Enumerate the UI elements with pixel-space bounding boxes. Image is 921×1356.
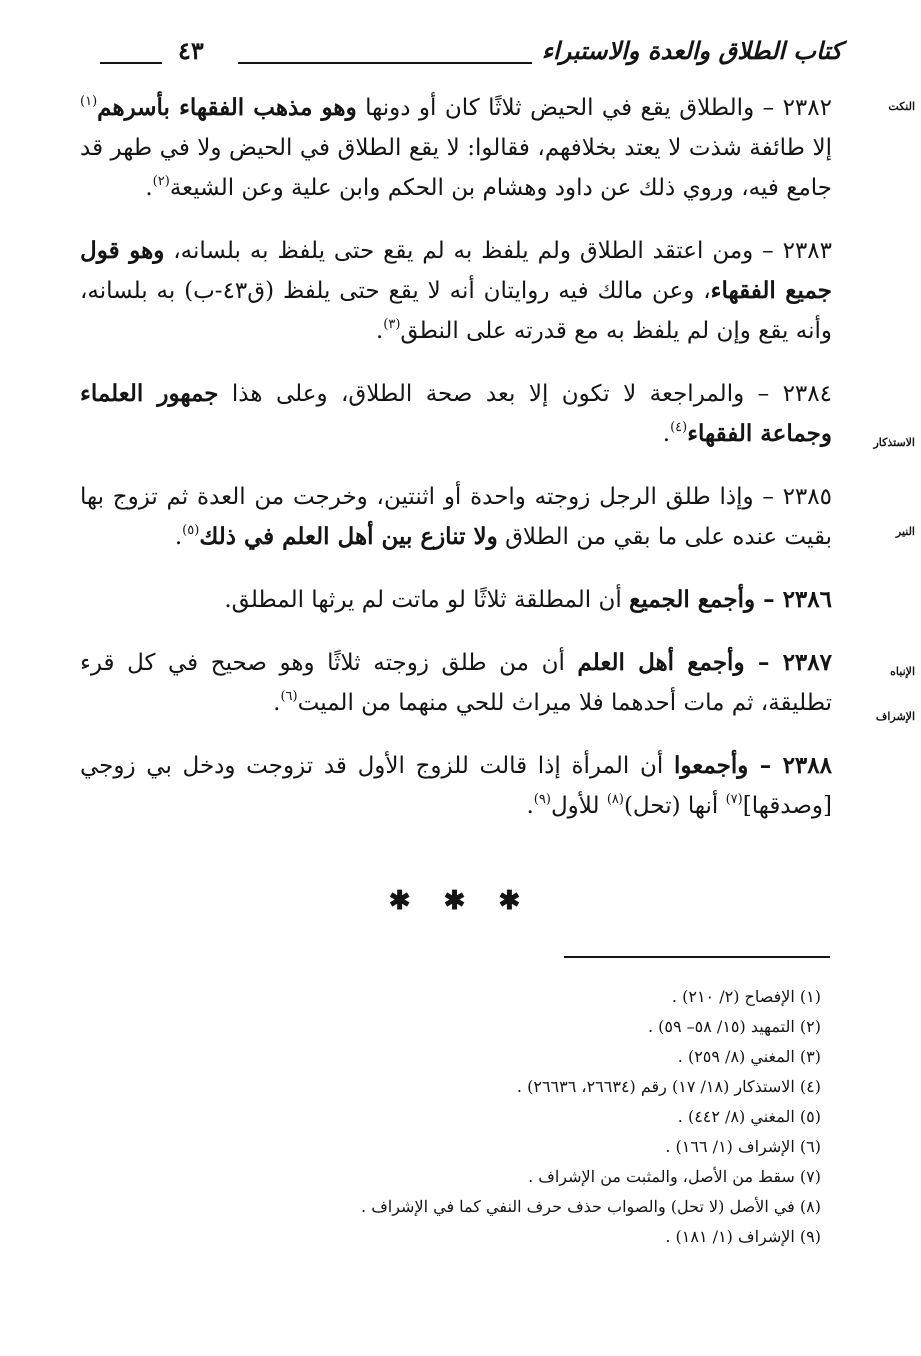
text-segment: إلا طائفة شذت لا يعتد بخلافهم، فقالوا: لا يقع الطلاق في الحيض ولا في طهر قد جامع فيه، وروي ذلك عن داود وهشام بن الحكم وابن علية وعن الشيعة	[80, 135, 832, 201]
margin-note-inbah: الإنباه	[890, 665, 915, 678]
margin-note-ishraf: الإشراف	[875, 710, 915, 723]
footnote-1: (١) الإفصاح (٢/ ٢١٠) .	[671, 987, 821, 1006]
footnote-ref: (٨)	[606, 792, 624, 807]
text-segment: .	[662, 421, 671, 447]
footnote-7: (٧) سقط من الأصل، والمثبت من الإشراف .	[528, 1167, 821, 1186]
text-segment: ٢٣٨٣ – ومن اعتقد الطلاق ولم يلفظ به لم يقع حتى يلفظ به بلسانه،	[164, 238, 833, 264]
text-segment: .	[526, 793, 534, 819]
emphasis-text: ٢٣٨٦ – وأجمع الجميع	[629, 586, 832, 613]
emphasis-text: وهو مذهب الفقهاء بأسرهم	[97, 94, 357, 121]
text-segment: أن المطلقة ثلاثًا لو ماتت لم يرثها المطلق.	[224, 587, 630, 613]
text-segment: .	[145, 175, 153, 201]
text-segment: .	[273, 690, 281, 716]
text-segment: ٢٣٨٥ – وإذا طلق الرجل زوجته واحدة أو اثنتين، وخرجت من العدة ثم تزوج بها بقيت عنده على ما بقي من الطلاق	[80, 484, 832, 550]
footnote-4: (٤) الاستذكار (١٨/ ١٧) رقم (٢٦٦٣٤، ٢٦٦٣٦) .	[516, 1077, 821, 1096]
paragraph-2382	[80, 88, 832, 208]
footnote-2: (٢) التمهيد (١٥/ ٥٨– ٥٩) .	[647, 1017, 821, 1036]
footnote-ref: (٥)	[182, 523, 200, 538]
emphasis-text: ٢٣٨٧ – وأجمع أهل العلم	[577, 649, 832, 676]
text-segment: أنها (تحل)	[623, 793, 726, 819]
emphasis-text: ٢٣٨٨ – وأجمعوا	[673, 752, 832, 779]
text-segment: أن المرأة إذا قالت للزوج الأول قد تزوجت ودخل بي زوجي [وصدقها]	[80, 753, 832, 819]
footnote-ref: (١)	[80, 94, 98, 109]
footnote-ref: (٤)	[670, 420, 688, 435]
paragraph-2387	[80, 643, 832, 723]
text-segment: ٢٣٨٢ – والطلاق يقع في الحيض ثلاثًا كان أو دونها	[356, 95, 832, 121]
text-segment: .	[174, 524, 183, 550]
footnote-ref: (٢)	[152, 174, 170, 189]
text-segment: للأول	[550, 793, 607, 819]
book-title: كتاب الطلاق والعدة والاستبراء	[541, 36, 842, 65]
text-segment: ، وعن مالك فيه روايتان أنه لا يقع حتى يلفظ (ق٤٣-ب) به بلسانه، وأنه يقع وإن لم يلفظ به مع قدرته على النطق	[80, 278, 832, 344]
footnote-8: (٨) في الأصل (لا تحل) والصواب حذف حرف النفي كما في الإشراف .	[361, 1197, 821, 1216]
paragraph-2383	[80, 231, 832, 351]
page-number: ٤٣	[178, 36, 204, 65]
footnote-9: (٩) الإشراف (١/ ١٨١) .	[665, 1227, 821, 1246]
footnote-ref: (٩)	[533, 792, 551, 807]
margin-note-istidhkar: الاستذكار	[873, 436, 915, 449]
footnotes	[91, 982, 821, 1252]
text-segment: .	[375, 318, 384, 344]
section-separator: ✱ ✱ ✱	[388, 886, 533, 916]
paragraph-2384	[80, 374, 832, 454]
paragraph-2385	[80, 477, 832, 557]
emphasis-text: ولا تنازع بين أهل العلم في ذلك	[199, 523, 498, 550]
running-header	[96, 36, 842, 76]
main-text	[80, 88, 832, 830]
header-rule-left	[100, 62, 162, 64]
margin-note-nukat: النكت	[888, 100, 915, 113]
text-segment: ٢٣٨٤ – والمراجعة لا تكون إلا بعد صحة الطلاق، وعلى هذا	[218, 381, 832, 407]
footnote-ref: (٦)	[280, 689, 298, 704]
footnote-ref: (٧)	[725, 792, 743, 807]
paragraph-2386	[80, 580, 832, 620]
footnote-6: (٦) الإشراف (١/ ١٦٦) .	[665, 1137, 821, 1156]
emphasis-text: وهو قول جميع الفقهاء	[80, 237, 833, 304]
footnote-divider	[564, 956, 830, 958]
header-rule	[238, 62, 532, 64]
margin-note-nayyir: النير	[895, 525, 915, 538]
paragraph-2388	[80, 746, 832, 826]
text-segment: أن من طلق زوجته ثلاثًا وهو صحيح في كل قرء تطليقة، ثم مات أحدهما فلا ميراث للحي منهما من الميت	[80, 650, 832, 716]
emphasis-text: جمهور العلماء وجماعة الفقهاء	[80, 380, 832, 447]
footnote-ref: (٣)	[383, 317, 401, 332]
footnote-5: (٥) المغني (٨/ ٤٤٢) .	[677, 1107, 821, 1126]
footnote-3: (٣) المغني (٨/ ٢٥٩) .	[677, 1047, 821, 1066]
